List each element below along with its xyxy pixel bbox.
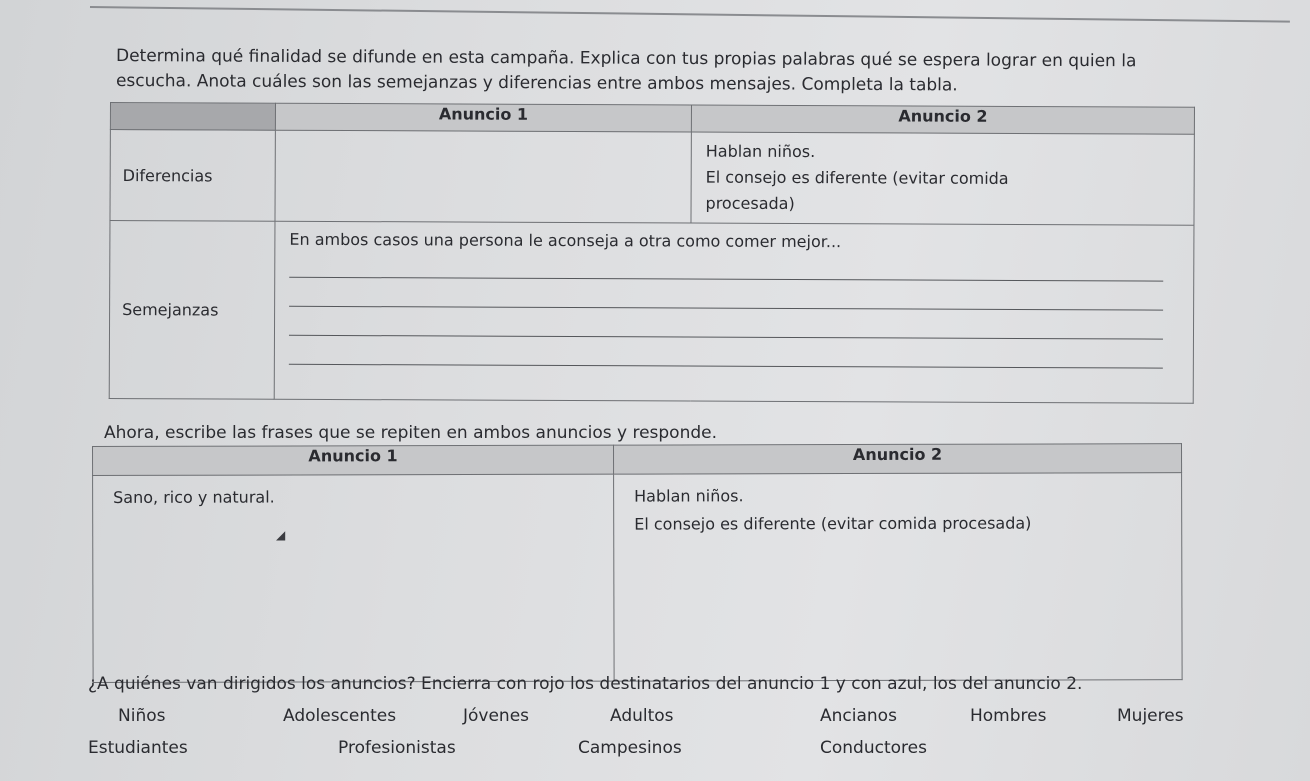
header-anuncio-2: Anuncio 2 — [613, 444, 1181, 474]
similarities-row — [109, 221, 1194, 404]
audience-option[interactable]: Estudiantes — [88, 738, 188, 758]
table-header-row — [93, 444, 1182, 476]
header-blank-cell — [110, 103, 275, 131]
audience-option[interactable]: Campesinos — [578, 738, 682, 758]
answer-line[interactable] — [289, 249, 1163, 282]
question-text: ¿A quiénes van dirigidos los anuncios? Encierra con rojo los destinatarios del anuncio 1 y con azul, los del anuncio 2. — [88, 674, 1083, 694]
similarities-cell[interactable] — [274, 221, 1194, 403]
header-anuncio-1: Anuncio 1 — [275, 103, 691, 132]
audience-option[interactable]: Hombres — [970, 706, 1047, 726]
audience-option[interactable]: Adolescentes — [283, 706, 397, 726]
answer-line[interactable] — [289, 336, 1163, 369]
differences-label: Diferencias — [110, 130, 275, 222]
comparison-table — [109, 102, 1195, 404]
pen-mark: ◢ — [276, 528, 286, 542]
audience-option[interactable]: Niños — [118, 706, 166, 726]
differences-anuncio-2-line-1: Hablan niños. — [705, 141, 816, 162]
phrases-anuncio-1-text: Sano, rico y natural. — [113, 487, 275, 507]
differences-anuncio-2-line-2: El consejo es diferente (evitar comida — [705, 167, 1009, 188]
differences-row — [110, 130, 1194, 226]
paper-edge — [90, 6, 1290, 23]
audience-option[interactable]: Adultos — [610, 706, 674, 726]
phrases-anuncio-2-line-2: El consejo es diferente (evitar comida procesada) — [634, 513, 1032, 534]
audience-option[interactable]: Ancianos — [820, 706, 897, 726]
similarities-label: Semejanzas — [109, 221, 275, 400]
phrases-anuncio-2-cell[interactable] — [614, 473, 1183, 681]
audience-option[interactable]: Profesionistas — [338, 738, 456, 758]
differences-anuncio-2-line-3: procesada) — [705, 193, 795, 213]
header-anuncio-2: Anuncio 2 — [691, 105, 1194, 134]
phrases-table — [92, 443, 1183, 683]
answer-line[interactable] — [289, 307, 1163, 340]
header-anuncio-1: Anuncio 1 — [93, 445, 614, 475]
phrases-anuncio-2-line-1: Hablan niños. — [634, 486, 744, 506]
similarities-text: En ambos casos una persona le aconseja a otra como comer mejor... — [289, 229, 842, 252]
phrases-anuncio-1-cell[interactable] — [93, 474, 615, 682]
phrases-row — [93, 473, 1183, 683]
differences-anuncio-1-cell[interactable] — [275, 130, 691, 223]
instruction-line-1: Determina qué finalidad se difunde en esta campaña. Explica con tus propias palabras qué se espera lograr en quien la — [115, 46, 1137, 72]
instruction-line-2: escucha. Anota cuáles son las semejanzas y diferencias entre ambos mensajes. Completa la tabla. — [115, 71, 958, 96]
instruction-2: Ahora, escribe las frases que se repiten en ambos anuncios y responde. — [104, 423, 718, 443]
audience-option[interactable]: Jóvenes — [463, 706, 530, 726]
audience-option[interactable]: Conductores — [820, 738, 927, 758]
audience-option[interactable]: Mujeres — [1117, 706, 1184, 726]
answer-line[interactable] — [289, 278, 1163, 311]
differences-anuncio-2-cell[interactable] — [691, 132, 1194, 225]
